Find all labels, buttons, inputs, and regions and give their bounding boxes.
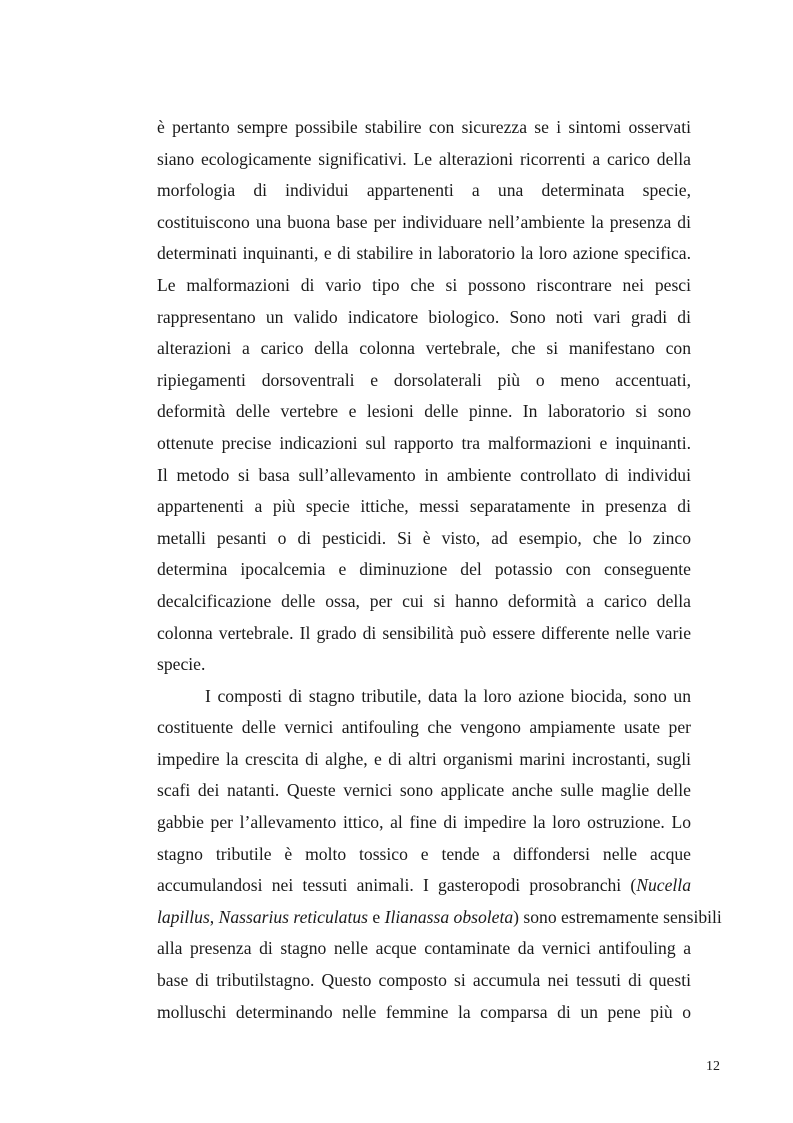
- text-line: specie.: [157, 654, 206, 675]
- text-line: rappresentano un valido indicatore biologico. Sono noti vari gradi di: [157, 306, 691, 327]
- text-line: Le malformazioni di vario tipo che si possono riscontrare nei pesci: [157, 274, 691, 295]
- text-run: ) sono estremamente sensibili: [513, 906, 722, 927]
- text-line: determinati inquinanti, e di stabilire in laboratorio la loro azione specifica.: [157, 243, 691, 264]
- text-line: costituiscono una buona base per individuare nell’ambiente la presenza di: [157, 211, 691, 232]
- text-line: metalli pesanti o di pesticidi. Si è visto, ad esempio, che lo zinco: [157, 527, 691, 548]
- text-line: gabbie per l’allevamento ittico, al fine di impedire la loro ostruzione. Lo: [157, 812, 691, 833]
- text-line: determina ipocalcemia e diminuzione del potassio con conseguente: [157, 559, 691, 580]
- species-name: Nucella: [636, 875, 691, 896]
- text-line: alla presenza di stagno nelle acque contaminate da vernici antifouling a: [157, 938, 691, 959]
- text-line: Il metodo si basa sull’allevamento in ambiente controllato di individui: [157, 464, 691, 485]
- text-line: [157, 902, 722, 934]
- species-name: Nassarius reticulatus: [218, 906, 368, 927]
- text-line: deformità delle vertebre e lesioni delle pinne. In laboratorio si sono: [157, 401, 691, 422]
- paragraph-1: [157, 112, 691, 681]
- text-line: colonna vertebrale. Il grado di sensibilità può essere differente nelle varie: [157, 622, 691, 643]
- body-text: [157, 112, 722, 1028]
- text-line: I composti di stagno tributile, data la loro azione biocida, sono un: [205, 685, 691, 706]
- text-line: ripiegamenti dorsoventrali e dorsolaterali più o meno accentuati,: [157, 369, 691, 390]
- text-line: siano ecologicamente significativi. Le alterazioni ricorrenti a carico della: [157, 148, 691, 169]
- text-line: ottenute precise indicazioni sul rapporto tra malformazioni e inquinanti.: [157, 432, 691, 453]
- text-line: alterazioni a carico della colonna vertebrale, che si manifestano con: [157, 338, 691, 359]
- text-line: scafi dei natanti. Queste vernici sono applicate anche sulle maglie delle: [157, 780, 691, 801]
- text-line: [157, 870, 691, 902]
- text-line: base di tributilstagno. Questo composto si accumula nei tessuti di questi: [157, 970, 691, 991]
- text-line: morfologia di individui appartenenti a una determinata specie,: [157, 180, 691, 201]
- species-name: lapillus: [157, 906, 210, 927]
- text-run: e: [368, 906, 385, 927]
- text-run: accumulandosi nei tessuti animali. I gasteropodi prosobranchi (: [157, 875, 637, 896]
- text-line: costituente delle vernici antifouling che vengono ampiamente usate per: [157, 717, 691, 738]
- text-line: molluschi determinando nelle femmine la comparsa di un pene più o: [157, 1001, 691, 1022]
- text-line: decalcificazione delle ossa, per cui si hanno deformità a carico della: [157, 590, 691, 611]
- text-line: stagno tributile è molto tossico e tende a diffondersi nelle acque: [157, 843, 691, 864]
- paragraph-2: [157, 681, 722, 1029]
- page-number: 12: [706, 1059, 720, 1074]
- text-line: impedire la crescita di alghe, e di altri organismi marini incrostanti, sugli: [157, 748, 691, 769]
- text-line: appartenenti a più specie ittiche, messi separatamente in presenza di: [157, 496, 691, 517]
- text-run: ,: [209, 906, 219, 927]
- text-line: è pertanto sempre possibile stabilire con sicurezza se i sintomi osservati: [157, 117, 691, 137]
- species-name: Ilianassa obsoleta: [384, 906, 514, 927]
